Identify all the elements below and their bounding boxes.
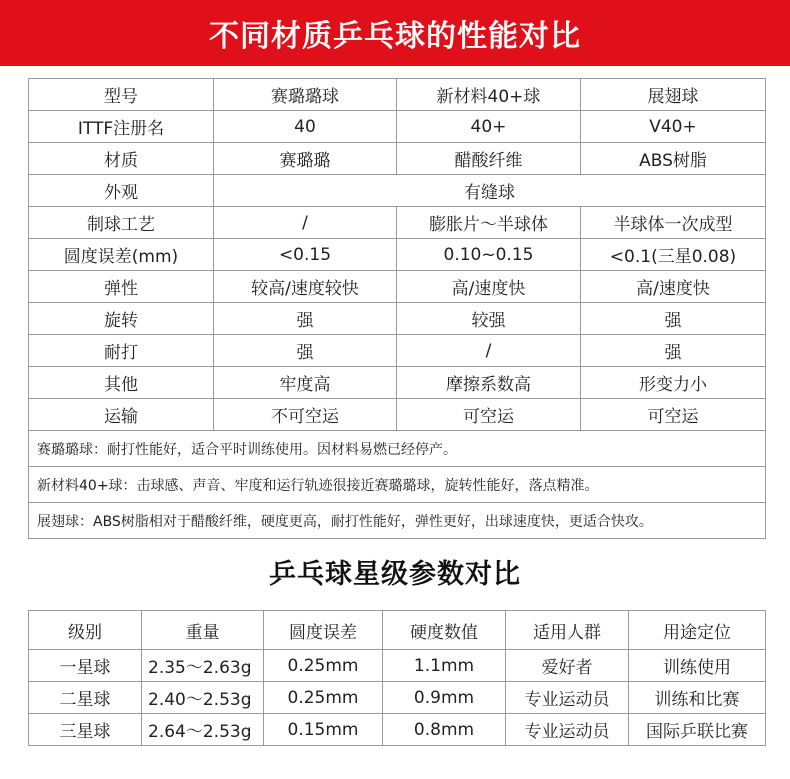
cell: 半球体一次成型: [581, 207, 766, 239]
table-row: [29, 175, 766, 207]
row-label: 旋转: [29, 303, 214, 335]
table-row: [29, 111, 766, 143]
table-row: [29, 650, 766, 682]
row-label: 运输: [29, 399, 214, 431]
cell: 0.15mm: [264, 714, 383, 746]
row-label: 二星球: [29, 682, 142, 714]
table-row: [29, 239, 766, 271]
cell: /: [397, 335, 581, 367]
header-cell: 展翅球: [581, 79, 766, 111]
cell: 训练和比赛: [629, 682, 766, 714]
cell: 可空运: [581, 399, 766, 431]
cell: 可空运: [397, 399, 581, 431]
cell: 强: [581, 303, 766, 335]
cell: V40+: [581, 111, 766, 143]
header-cell: 赛璐璐球: [214, 79, 397, 111]
cell: 国际乒联比赛: [629, 714, 766, 746]
page-title: 不同材质乒乓球的性能对比: [209, 19, 581, 54]
cell: ABS树脂: [581, 143, 766, 175]
note-row: [29, 431, 766, 467]
note-new-material: 新材料40+球：击球感、声音、牢度和运行轨迹很接近赛璐璐球，旋转性能好，落点精准。: [29, 467, 766, 503]
cell: 强: [581, 335, 766, 367]
row-label: 外观: [29, 175, 214, 207]
row-label: 弹性: [29, 271, 214, 303]
cell: 0.8mm: [383, 714, 506, 746]
note-row: [29, 503, 766, 539]
cell: 40+: [397, 111, 581, 143]
section-title: 乒乓球星级参数对比: [269, 559, 521, 590]
note-celluloid: 赛璐璐球：耐打性能好，适合平时训练使用。因材料易燃已经停产。: [29, 431, 766, 467]
table-row: [29, 399, 766, 431]
row-label: ITTF注册名: [29, 111, 214, 143]
cell: 强: [214, 303, 397, 335]
header-cell: 用途定位: [629, 611, 766, 650]
cell: 2.64～2.53g: [142, 714, 264, 746]
table-row: [29, 143, 766, 175]
table-row: [29, 303, 766, 335]
row-label: 一星球: [29, 650, 142, 682]
cell: 1.1mm: [383, 650, 506, 682]
cell: 0.25mm: [264, 682, 383, 714]
cell: 训练使用: [629, 650, 766, 682]
cell: 0.10~0.15: [397, 239, 581, 271]
note-abs: 展翅球：ABS树脂相对于醋酸纤维，硬度更高，耐打性能好，弹性更好，出球速度快，更适合快攻。: [29, 503, 766, 539]
material-comparison-table: [28, 78, 766, 539]
cell: 0.9mm: [383, 682, 506, 714]
cell: 膨胀片～半球体: [397, 207, 581, 239]
cell: 0.25mm: [264, 650, 383, 682]
header-cell: 级别: [29, 611, 142, 650]
row-label: 三星球: [29, 714, 142, 746]
cell: 高/速度快: [397, 271, 581, 303]
cell: <0.15: [214, 239, 397, 271]
cell: 牢度高: [214, 367, 397, 399]
header-cell: 重量: [142, 611, 264, 650]
cell: 2.35～2.63g: [142, 650, 264, 682]
cell: 高/速度快: [581, 271, 766, 303]
cell: 不可空运: [214, 399, 397, 431]
cell: 强: [214, 335, 397, 367]
row-label: 材质: [29, 143, 214, 175]
row-label: 其他: [29, 367, 214, 399]
cell: 形变力小: [581, 367, 766, 399]
row-label: 圆度误差(mm): [29, 239, 214, 271]
cell: 2.40～2.53g: [142, 682, 264, 714]
header-cell: 型号: [29, 79, 214, 111]
table-row: [29, 207, 766, 239]
table-row: [29, 271, 766, 303]
cell: 赛璐璐: [214, 143, 397, 175]
table-header-row: [29, 79, 766, 111]
header-cell: 硬度数值: [383, 611, 506, 650]
header-cell: 新材料40+球: [397, 79, 581, 111]
header-cell: 适用人群: [506, 611, 629, 650]
row-label: 制球工艺: [29, 207, 214, 239]
cell: <0.1(三星0.08): [581, 239, 766, 271]
cell: 较强: [397, 303, 581, 335]
cell: 醋酸纤维: [397, 143, 581, 175]
row-label: 耐打: [29, 335, 214, 367]
title-banner: [0, 0, 790, 66]
header-cell: 圆度误差: [264, 611, 383, 650]
merged-cell: 有缝球: [214, 175, 766, 207]
table-row: [29, 367, 766, 399]
star-grade-table: [28, 610, 766, 746]
cell: 40: [214, 111, 397, 143]
cell: 爱好者: [506, 650, 629, 682]
table-row: [29, 335, 766, 367]
table-header-row: [29, 611, 766, 650]
table-row: [29, 682, 766, 714]
cell: /: [214, 207, 397, 239]
cell: 较高/速度较快: [214, 271, 397, 303]
note-row: [29, 467, 766, 503]
table-row: [29, 714, 766, 746]
cell: 摩擦系数高: [397, 367, 581, 399]
cell: 专业运动员: [506, 682, 629, 714]
cell: 专业运动员: [506, 714, 629, 746]
